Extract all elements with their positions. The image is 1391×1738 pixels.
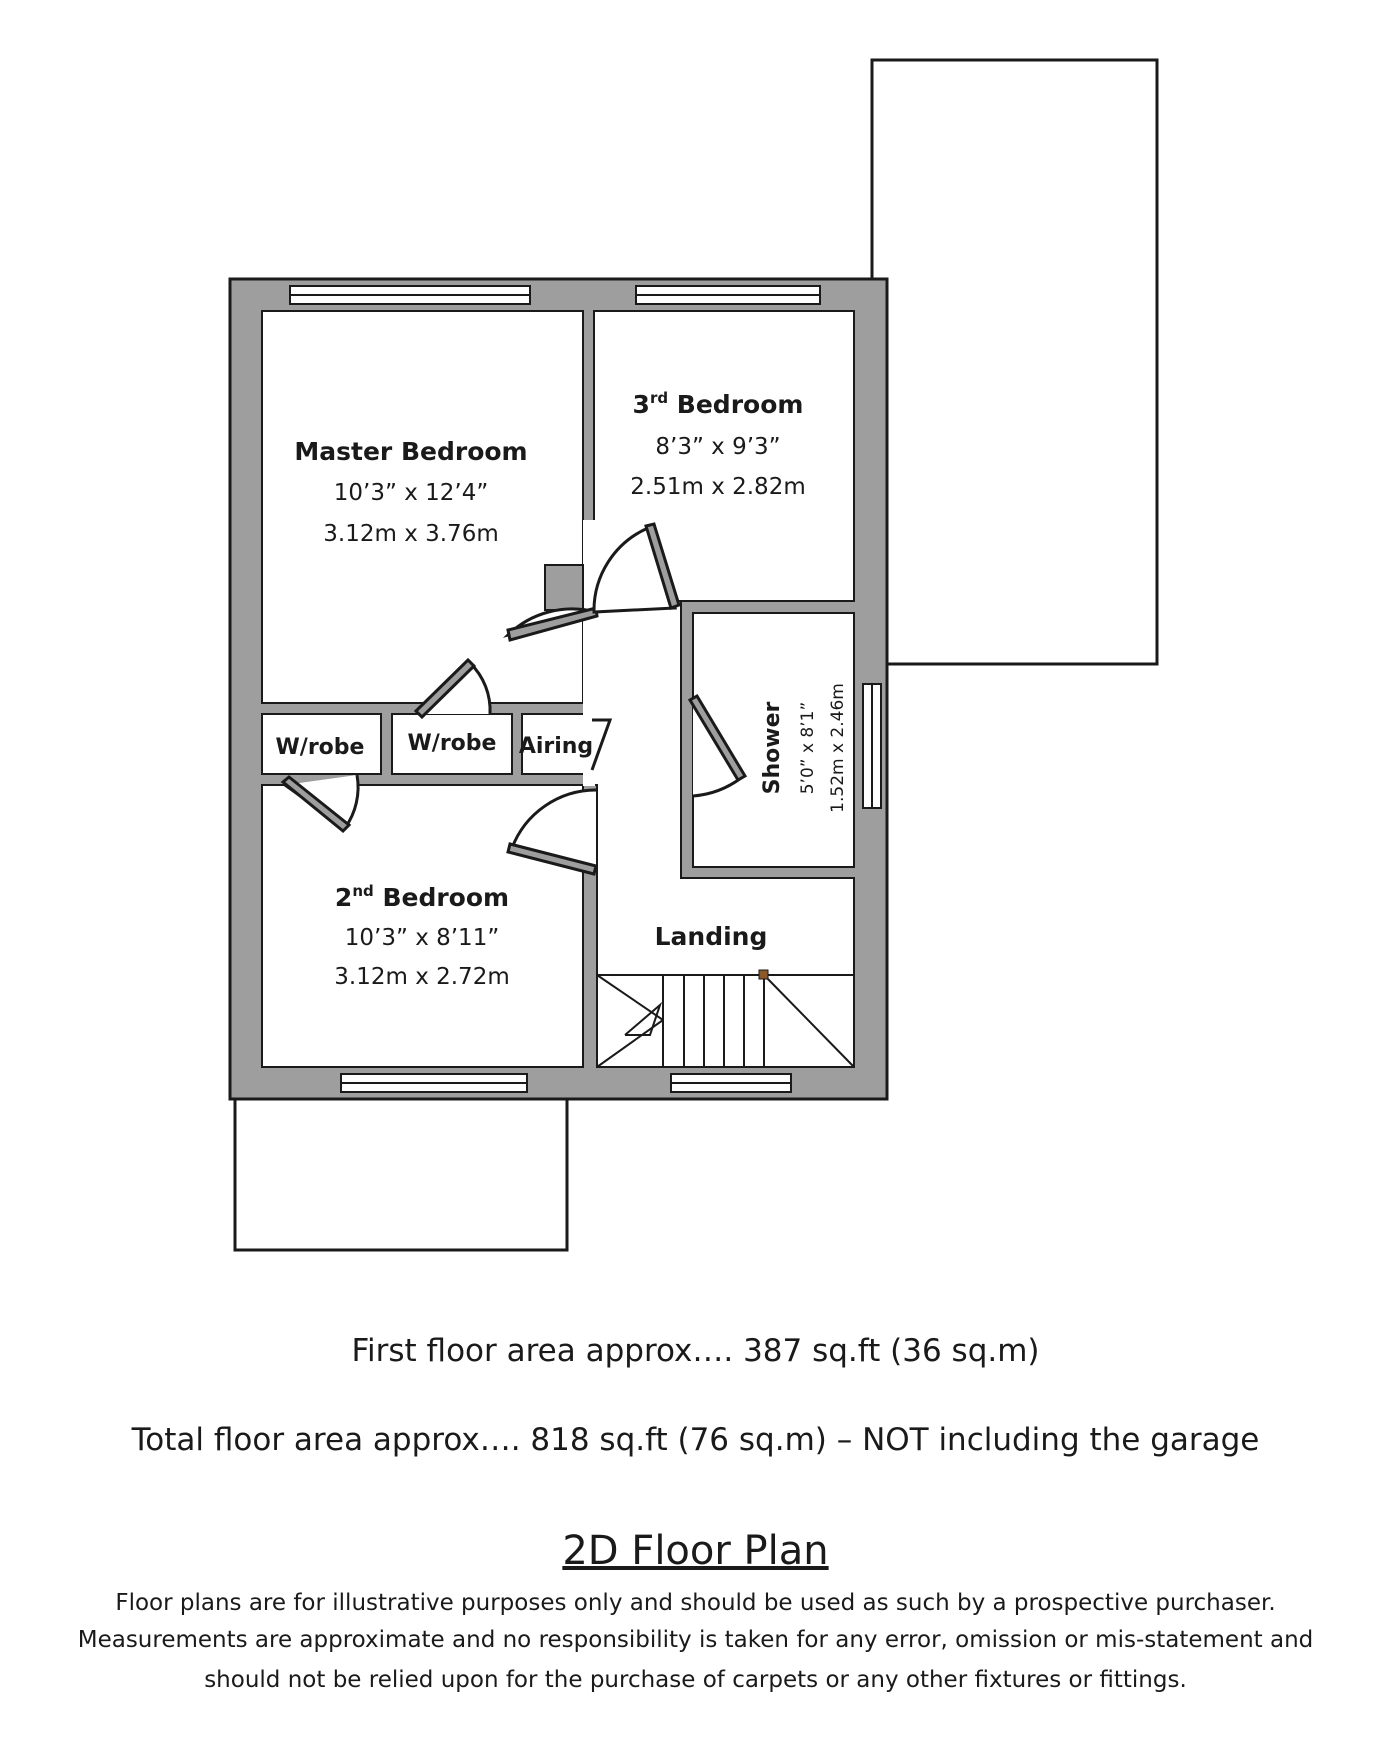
master-bedroom-floor [262, 311, 583, 703]
disclaimer-line-3: should not be relied upon for the purchase of carpets or any other fixtures or fittings. [204, 1667, 1187, 1693]
second-bedroom-dim-metric: 3.12m x 2.72m [334, 964, 510, 990]
third-bedroom-name: 3rd Bedroom [632, 389, 804, 419]
wardrobe-1-name: W/robe [275, 735, 365, 760]
garage-outline [872, 60, 1157, 664]
disclaimer-line-1: Floor plans are for illustrative purposes only and should be used as such by a prospective purchaser. [115, 1590, 1276, 1616]
third-bedroom-dim-metric: 2.51m x 2.82m [630, 474, 806, 500]
master-door-nib [545, 565, 583, 610]
third-bedroom-dim-imperial: 8’3” x 9’3” [655, 434, 781, 460]
shower-dim-imperial: 5’0” x 8’1” [798, 701, 818, 795]
shower-dim-metric: 1.52m x 2.46m [828, 683, 848, 813]
master-bedroom-dim-metric: 3.12m x 3.76m [323, 521, 499, 547]
master-bedroom-dim-imperial: 10’3” x 12’4” [333, 480, 489, 506]
first-floor-area: First floor area approx…. 387 sq.ft (36 sq.m) [351, 1333, 1040, 1369]
shower-name: Shower [760, 701, 785, 795]
stairs [597, 975, 854, 1067]
page-title: 2D Floor Plan [562, 1528, 829, 1574]
second-bedroom-name: 2nd Bedroom [334, 882, 510, 912]
second-bedroom-dim-imperial: 10’3” x 8’11” [344, 925, 500, 951]
disclaimer-line-2: Measurements are approximate and no responsibility is taken for any error, omission or mis-statement and [77, 1627, 1314, 1653]
wardrobe-2-name: W/robe [407, 731, 497, 756]
master-bedroom-name: Master Bedroom [294, 437, 528, 466]
porch-outline [235, 1096, 567, 1250]
airing-name: Airing [518, 734, 594, 759]
landing-name: Landing [654, 922, 768, 951]
total-floor-area: Total floor area approx…. 818 sq.ft (76 sq.m) – NOT including the garage [131, 1422, 1260, 1458]
newel-post [759, 970, 768, 979]
